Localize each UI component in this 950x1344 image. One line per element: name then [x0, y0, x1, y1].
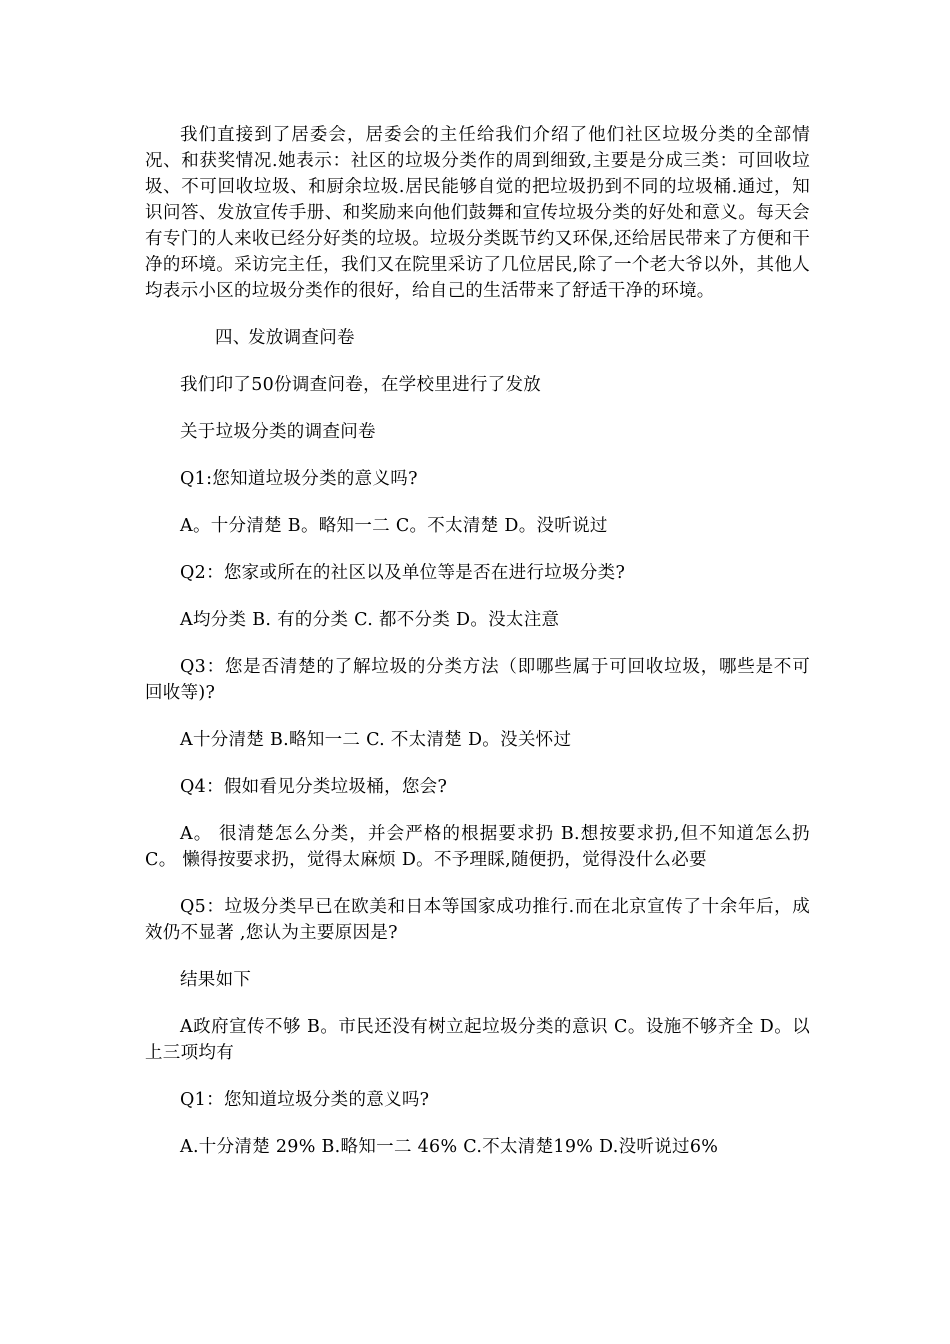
section-title: 发放调查问卷: [248, 328, 355, 348]
document-page: [145, 122, 810, 1181]
question-text: Q5：垃圾分类早已在欧美和日本等国家成功推行.而在北京宣传了十余年后，成效仍不显著 ,您认为主要原因是?: [145, 897, 810, 943]
section-heading: [145, 325, 810, 351]
questionnaire-title: 关于垃圾分类的调查问卷: [180, 422, 376, 442]
result-answer: A.十分清楚 29% B.略知一二 46% C.不太清楚19% D.没听说过6%: [180, 1137, 719, 1157]
question-options: A。十分清楚 B。略知一二 C。不太清楚 D。没听说过: [180, 516, 608, 536]
section-number: 四、: [215, 328, 251, 348]
result-question: Q1：您知道垃圾分类的意义吗?: [180, 1090, 430, 1110]
question-options: A政府宣传不够 B。市民还没有树立起垃圾分类的意识 C。设施不够齐全 D。以上三项均有: [145, 1017, 810, 1063]
question-text: Q1:您知道垃圾分类的意义吗?: [180, 469, 418, 489]
intro-paragraph: 我们直接到了居委会，居委会的主任给我们介绍了他们社区垃圾分类的全部情况、和获奖情况.她表示：社区的垃圾分类作的周到细致,主要是分成三类：可回收垃圾、不可回收垃圾、和厨余垃圾.居民能够自觉的把垃圾扔到不同的垃圾桶.通过，知识问答、发放宣传手册、和奖励来向他们鼓舞和宣传垃圾分类的好处和意义。每天会有专门的人来收已经分好类的垃圾。垃圾分类既节约又环保,还给居民带来了方便和干净的环境。采访完主任，我们又在院里采访了几位居民,除了一个老大爷以外，其他人均表示小区的垃圾分类作的很好，给自己的生活带来了舒适干净的环境。: [145, 125, 810, 301]
question-text: Q2：您家或所在的社区以及单位等是否在进行垃圾分类?: [180, 563, 626, 583]
question-options: A均分类 B. 有的分类 C. 都不分类 D。没太注意: [180, 610, 560, 630]
question-options: A。 很清楚怎么分类，并会严格的根据要求扔 B.想按要求扔,但不知道怎么扔 C。 懒得按要求扔，觉得太麻烦 D。不予理睬,随便扔，觉得没什么必要: [145, 824, 810, 870]
results-label: 结果如下: [180, 970, 252, 990]
question-options: A十分清楚 B.略知一二 C. 不太清楚 D。没关怀过: [180, 730, 572, 750]
printed-note: 我们印了50份调查问卷，在学校里进行了发放: [180, 375, 542, 395]
question-text: Q3：您是否清楚的了解垃圾的分类方法（即哪些属于可回收垃圾，哪些是不可回收等)?: [145, 657, 810, 703]
question-text: Q4：假如看见分类垃圾桶，您会?: [180, 777, 448, 797]
